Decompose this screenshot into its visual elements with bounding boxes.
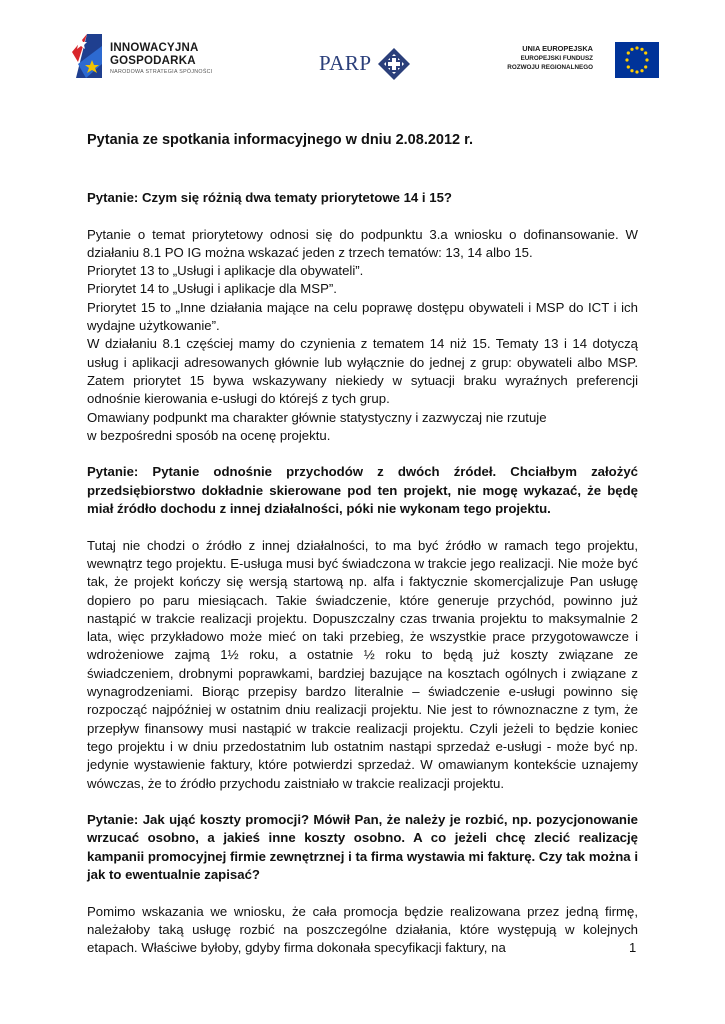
answer-1-line: Priorytet 14 to „Usługi i aplikacje dla MSP”.	[87, 281, 337, 297]
eu-logo-line1: UNIA EUROPEJSKA	[522, 44, 593, 53]
answer-1-line: Priorytet 13 to „Usługi i aplikacje dla obywateli”.	[87, 263, 364, 279]
answer-1-paragraph: W działaniu 8.1 częściej mamy do czynienia z tematem 14 niż 15. Tematy 13 i 14 dotyczą usług i aplikacji adresowanych głównie lub wyłącznie do jednej z grup: obywateli albo MSP. Zatem priorytet 15 bywa wskazywany niekiedy w sytuacji braku wyraźnych preferencji odnośnie kierowania e-usługi do którejś z tych grup.	[87, 336, 638, 407]
parp-logo	[319, 48, 415, 80]
answer-2: Tutaj nie chodzi o źródło z innej działalności, to ma być źródło w ramach tego projektu, wewnątrz tego projektu. E-usługa musi być świadczona w trakcie jego realizacji. Nie może być tak, że projekt kończy się wersją startową np. alfa i faktycznie skomercjalizuje Pan usługę dopiero po paru miesiącach. Takie świadczenie, które generuje przychód, powinno już nastąpić w trakcie realizacji projektu. Dopuszczalny czas trwania projektu to maksymalnie 2 lata, więc przykładowo może mieć on taki przebieg, że wszystkie prace przygotowawcze i wdrożeniowe zajmą 1½ roku, a ostatnie ½ roku to będą już koszty związane ze świadczeniem, drobnymi poprawkami, bardziej bazujące na kosztach ogólnych i związane z wynagrodzeniami. Biorąc przepisy bardzo literalnie – świadczenie e-usługi powinno się rozpocząć najpóźniej w ostatnim dniu realizacji projektu. Nie jest to równoznaczne z tym, że przepływ finansowy musi nastąpić w trakcie realizacji projektu. Czyli jeżeli to będzie koniec tego projektu i w dniu przedostatnim lub ostatnim nastąpi sprzedaż e-usługi - może być np. jedynie wystawienie faktury, które potwierdzi sprzedaż. W omawianym kontekście uznajemy wówczas, że to źródło przychodu zaistniało w trakcie realizacji projektu.	[87, 537, 638, 791]
answer-1-line: Omawiany podpunkt ma charakter głównie statystyczny i zazwyczaj nie rzutuje	[87, 409, 547, 425]
question-2: Pytanie: Pytanie odnośnie przychodów z dwóch źródeł. Chciałbym założyć przedsiębiorstwo dokładnie skierowane pod ten projekt, nie mogę wykazać, że będę miał źródło dochodu z innej działalności, póki nie wykonam tego projektu.	[87, 464, 638, 517]
document-title: Pytania ze spotkania informacyjnego w dniu 2.08.2012 r.	[87, 132, 473, 148]
eu-logo	[503, 42, 659, 78]
question-1: Pytanie: Czym się różnią dwa tematy priorytetowe 14 i 15?	[87, 190, 452, 205]
eu-logo-line3: ROZWOJU REGIONALNEGO	[507, 64, 593, 71]
parp-mark-icon	[378, 48, 410, 80]
innowacyjna-gospodarka-logo	[72, 34, 232, 80]
answer-3: Pomimo wskazania we wniosku, że cała promocja będzie realizowana przez jedną firmę, należałoby taką usługę rozbić na poszczególne działania, które występują w kolejnych etapach. Właściwe byłoby, gdyby firma dokonała specyfikacji faktury, na	[87, 903, 638, 956]
answer-1-paragraph: Pytanie o temat priorytetowy odnosi się do podpunktu 3.a wniosku o dofinansowanie. W działaniu 8.1 PO IG można wskazać jeden z trzech tematów: 13, 14 albo 15.	[87, 226, 638, 260]
page-number: 1	[629, 940, 637, 955]
answer-1-line: w bezpośredni sposób na ocenę projektu.	[87, 427, 331, 443]
question-3: Pytanie: Jak ująć koszty promocji? Mówił Pan, że należy je rozbić, np. pozycjonowanie wrzucać osobno, a jakieś inne koszty osobno. A co jeżeli chcę zlecić realizację kampanii promocyjnej firmie zewnętrznej i ta firma wystawia mi fakturę. Czy tak można i jak to ewentualnie zapisać?	[87, 812, 638, 882]
logo-text-line1: INNOWACYJNA	[110, 42, 199, 54]
document-body	[87, 189, 638, 957]
innowacyjna-gospodarka-mark-icon	[72, 34, 102, 78]
parp-logo-text: PARP	[319, 51, 372, 75]
eu-flag-icon	[615, 42, 659, 78]
answer-1-paragraph: Priorytet 15 to „Inne działania mające na celu poprawę dostępu obywateli i MSP do ICT i ich wydajne użytkowanie”.	[87, 299, 638, 334]
logo-text-line2: GOSPODARKA	[110, 55, 196, 67]
logo-text-line3: NARODOWA STRATEGIA SPÓJNOŚCI	[110, 69, 213, 75]
eu-logo-line2: EUROPEJSKI FUNDUSZ	[520, 55, 593, 62]
